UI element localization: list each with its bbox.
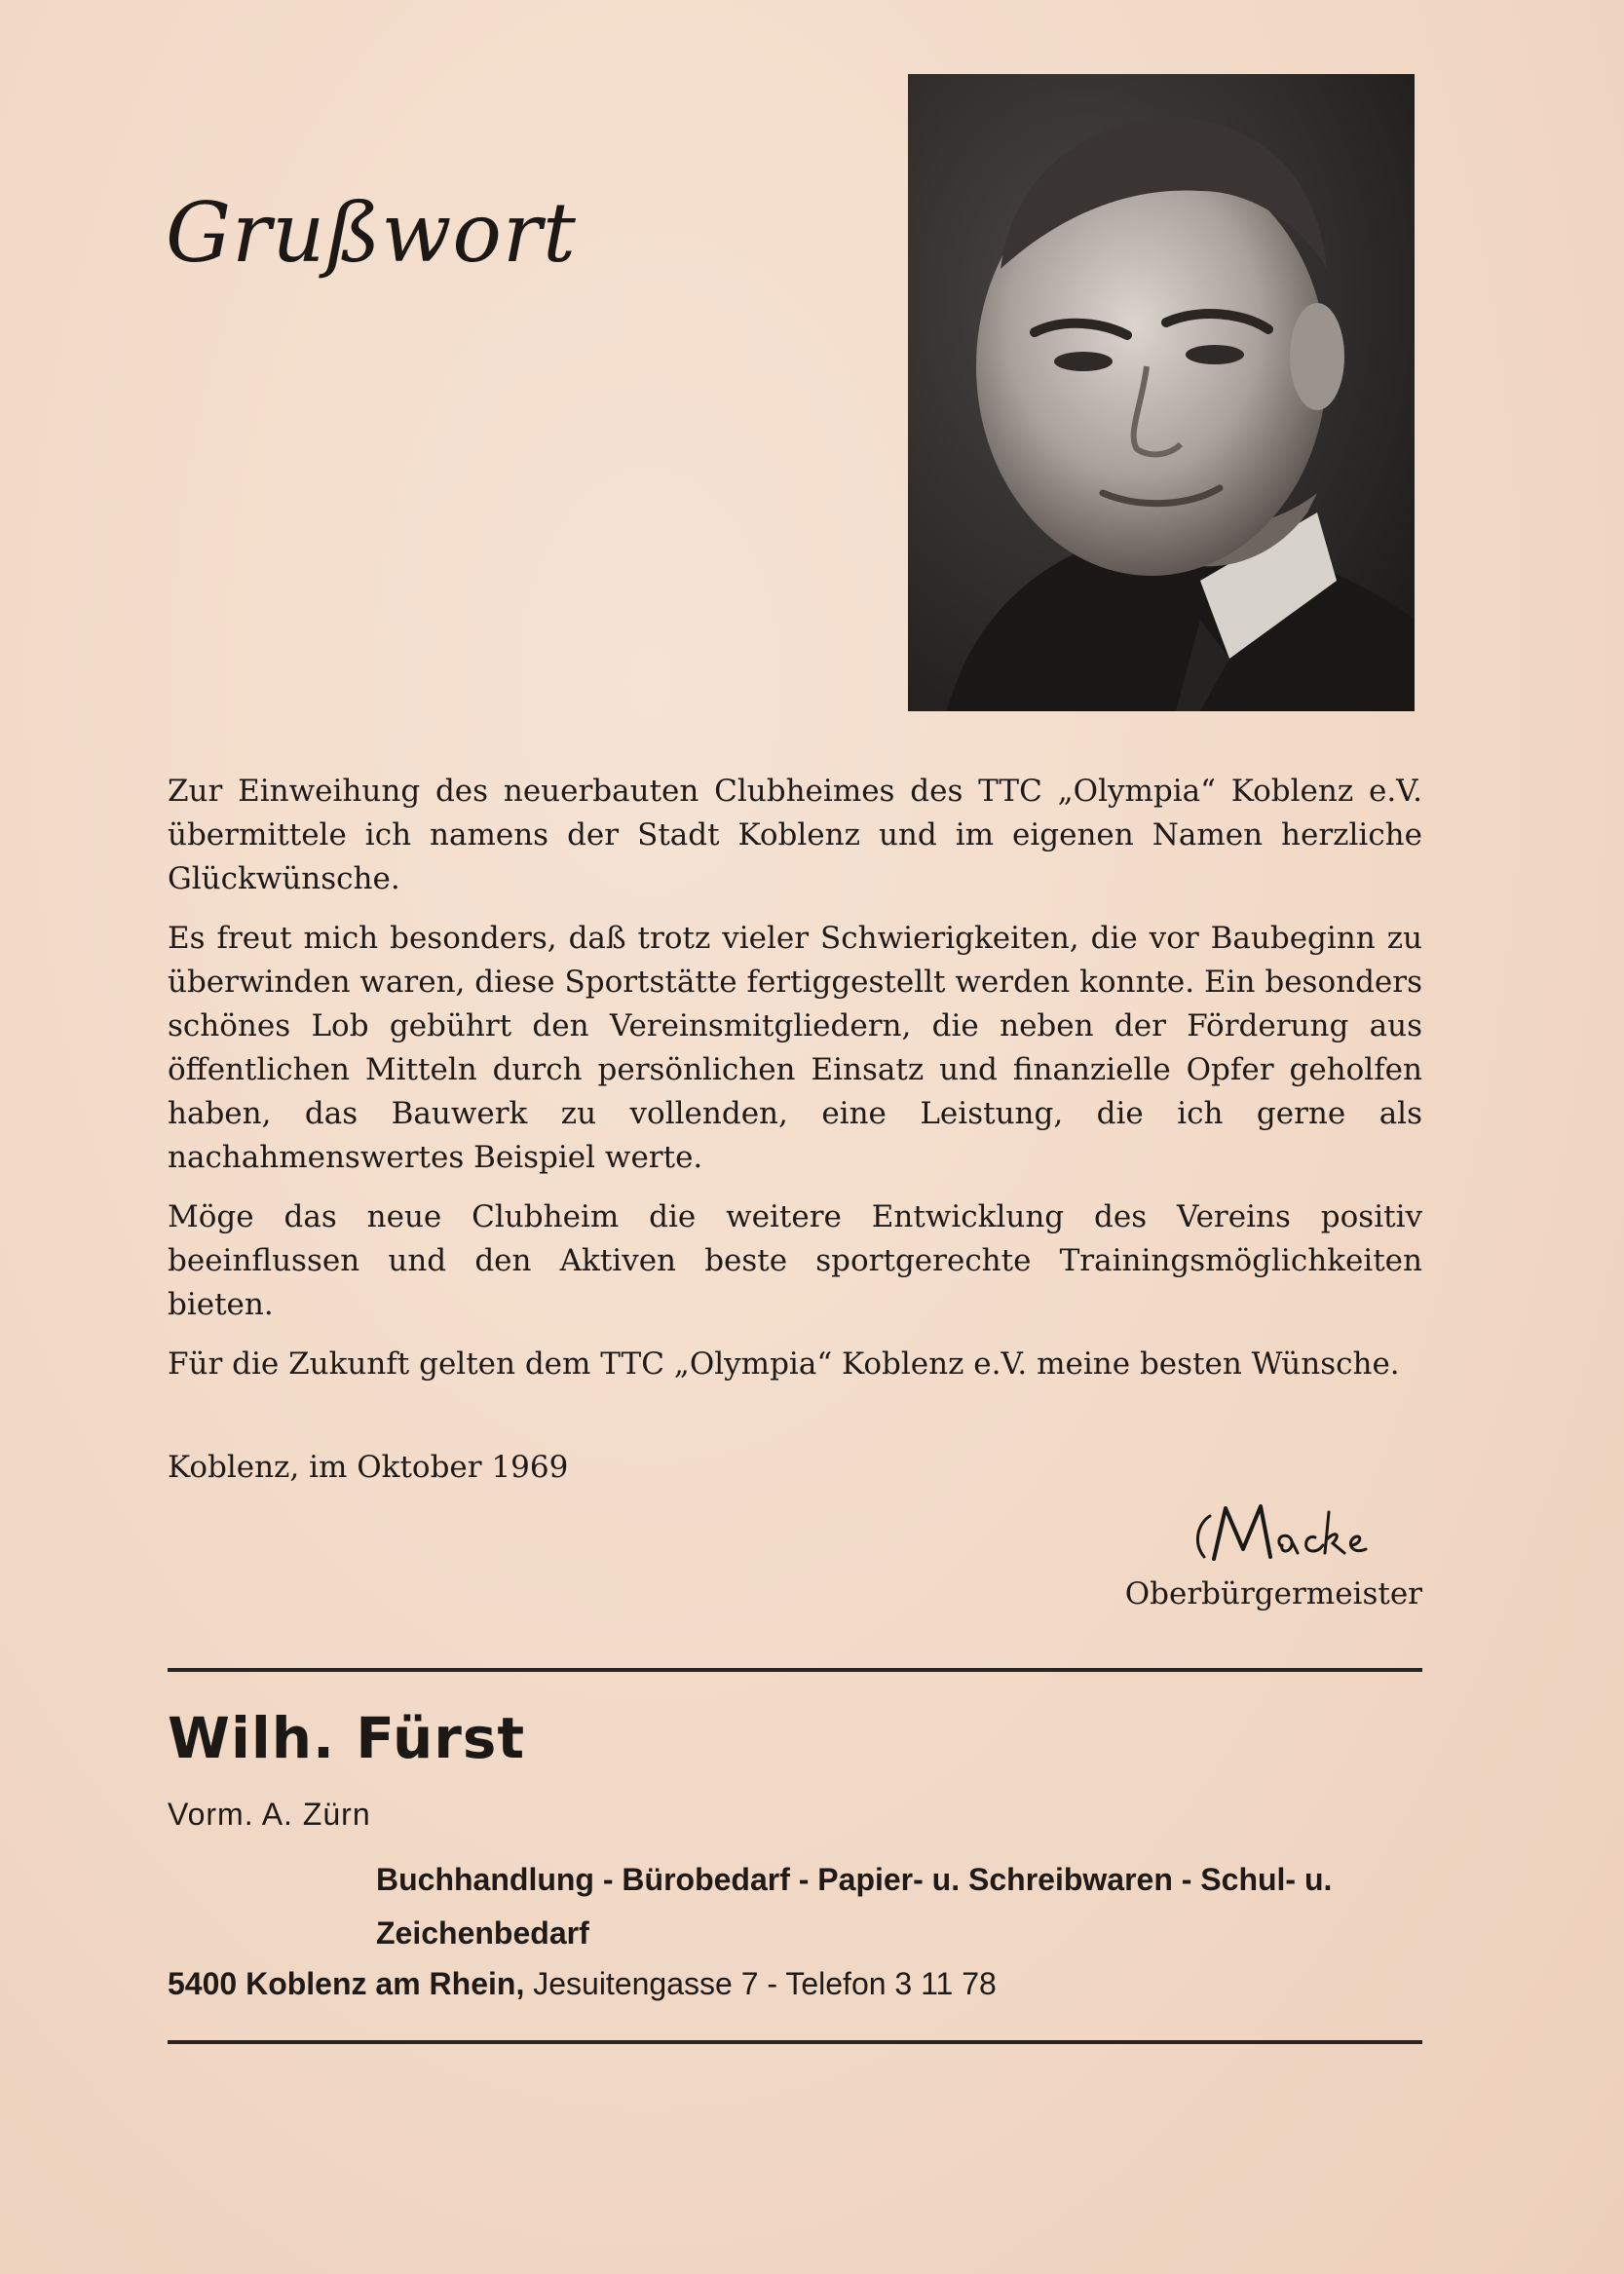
letter-paragraph: Es freut mich besonders, daß trotz vieler Schwierigkeiten, die vor Baubeginn zu überwinden waren, diese Sportstätte fertiggestellt werden konnte. Ein besonders schönes Lob gebührt den Vereinsmitgliedern, die neben der Förderung aus öffentlichen Mitteln durch persönlichen Einsatz und finanzielle Opfer geholfen haben, das Bauwerk zu vollenden, eine Leistung, die ich gerne als nachahmenswertes Beispiel werte. xyxy=(168,921,1422,1175)
letter-paragraph: Zur Einweihung des neuerbauten Clubheimes des TTC „Olympia“ Koblenz e.V. übermittele ich namens der Stadt Koblenz und im eigenen Namen herzliche Glückwünsche. xyxy=(168,774,1422,896)
page-title: Grußwort xyxy=(166,185,577,281)
letter-paragraph: Möge das neue Clubheim die weitere Entwicklung des Vereins positiv beeinflussen und den Aktiven beste sportgerechte Trainingsmöglichkeiten bieten. xyxy=(168,1199,1422,1322)
place-date: Koblenz, im Oktober 1969 xyxy=(168,1450,569,1485)
portrait-photo xyxy=(908,74,1415,711)
greeting-letter xyxy=(168,770,1422,1402)
advert-address xyxy=(168,1966,997,2002)
advert-address-city: 5400 Koblenz am Rhein, xyxy=(168,1966,525,2001)
signer-role: Oberbürgermeister xyxy=(1124,1576,1422,1611)
handwritten-signature xyxy=(1185,1498,1399,1567)
letter-paragraph: Für die Zukunft gelten dem TTC „Olympia“ Koblenz e.V. meine besten Wünsche. xyxy=(168,1346,1400,1382)
divider-line xyxy=(168,1668,1422,1672)
advert-predecessor: Vorm. A. Zürn xyxy=(168,1797,371,1832)
advert-goods: Buchhandlung - Bürobedarf - Papier- u. Schreibwaren - Schul- u. Zeichenbedarf xyxy=(376,1862,1333,1951)
advert-address-street: Jesuitengasse 7 - Telefon 3 11 78 xyxy=(533,1966,997,2001)
advert-company-name: Wilh. Fürst xyxy=(168,1705,526,1771)
divider-line xyxy=(168,2040,1422,2044)
